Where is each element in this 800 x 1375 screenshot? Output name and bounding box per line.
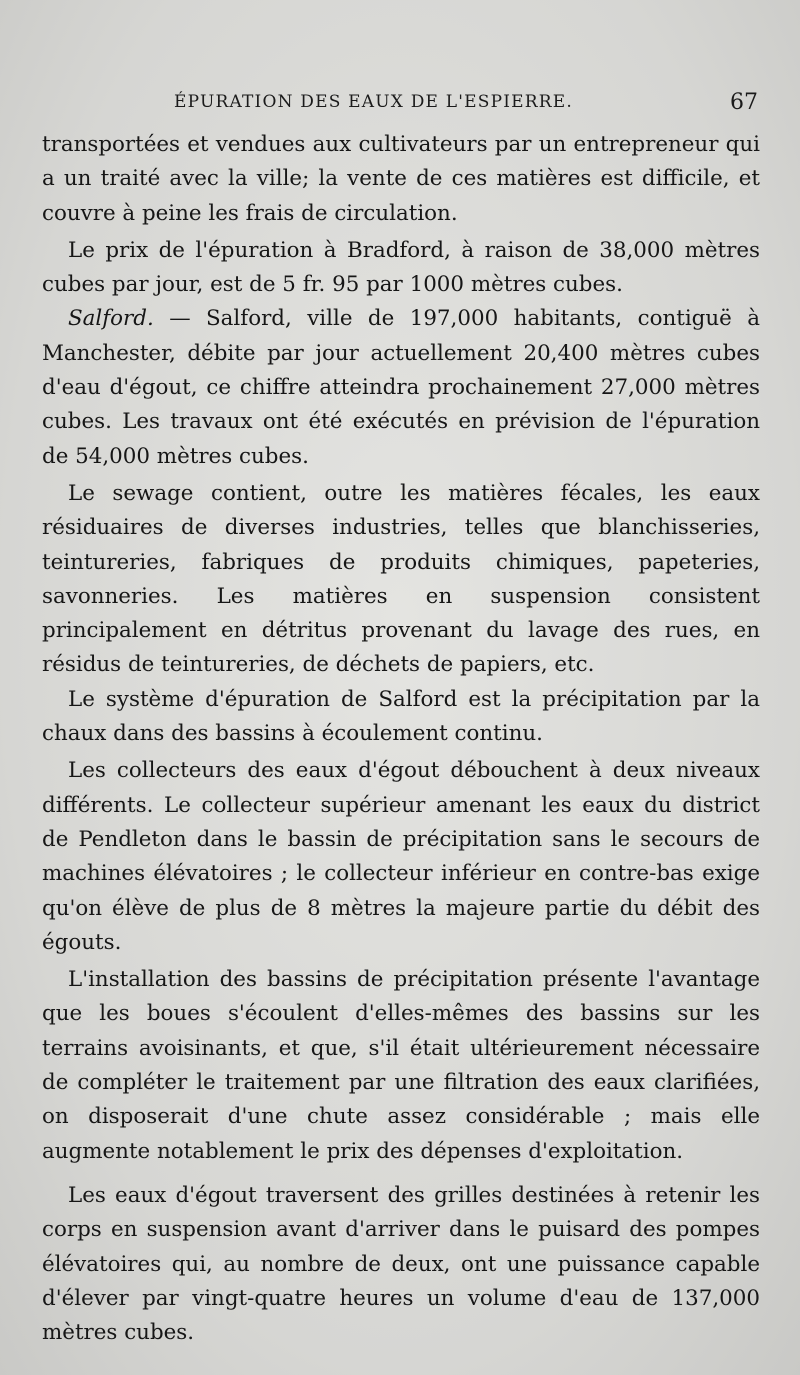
paragraph-salford-intro bbox=[42, 302, 760, 473]
running-head bbox=[40, 92, 762, 118]
page-number: 67 bbox=[730, 90, 758, 115]
paragraph-basins-installation: L'installation des bassins de précipitation présente l'avantage que les boues s'écoulent d'elles-mêmes des bassins sur les terrains avoisinants, et que, s'il était ultérieurement nécessaire de compléter le traitement par une filtration des eaux clarifiées, on disposerait d'une chute assez considérable ; mais elle augmente notablement le prix des dépenses d'exploitation. bbox=[42, 967, 760, 1164]
paragraph-bradford-cost: Le prix de l'épuration à Bradford, à raison de 38,000 mètres cubes par jour, est de 5 fr. 95 par 1000 mètres cubes. bbox=[42, 237, 760, 298]
paragraph-pumps: Les eaux d'égout traversent des grilles destinées à retenir les corps en suspension avant d'arriver dans le puisard des pompes élévatoires qui, au nombre de deux, ont une puissance capable d'élever par vingt-quatre heures un volume d'eau de 137,000 mètres cubes. bbox=[42, 1182, 760, 1346]
paragraph-collectors: Les collecteurs des eaux d'égout débouchent à deux niveaux différents. Le collecteur supérieur amenant les eaux du district de Pendleton dans le bassin de précipitation sans le secours de machines élévatoires ; le collecteur inférieur en contre-bas exige qu'on élève de plus de 8 mètres la majeure partie du débit des égouts. bbox=[42, 758, 760, 955]
paragraph-salford-intro-text: — Salford, ville de 197,000 habitants, contiguë à Manchester, débite par jour actuellement 20,400 mètres cubes d'eau d'égout, ce chiffre atteindra prochainement 27,000 mètres cubes. Les travaux ont été exécutés en prévision de l'épuration de 54,000 mètres cubes. bbox=[42, 306, 760, 469]
running-title: ÉPURATION DES EAUX DE L'ESPIERRE. bbox=[174, 92, 573, 112]
place-heading-salford: Salford. bbox=[68, 306, 154, 332]
paragraph-purification-system: Le système d'épuration de Salford est la précipitation par la chaux dans des bassins à écoulement continu. bbox=[42, 686, 760, 747]
body-text bbox=[42, 128, 760, 1350]
paragraph-sewage-content: Le sewage contient, outre les matières fécales, les eaux résiduaires de diverses industries, telles que blanchisseries, teintureries, fabriques de produits chimiques, papeteries, savonneries. Les matières en suspension consistent principalement en détritus provenant du lavage des rues, en résidus de teintureries, de déchets de papiers, etc. bbox=[42, 480, 760, 678]
paragraph-continuation: transportées et vendues aux cultivateurs par un entrepreneur qui a un traité avec la ville; la vente de ces matières est difficile, et couvre à peine les frais de circulation. bbox=[42, 132, 760, 226]
